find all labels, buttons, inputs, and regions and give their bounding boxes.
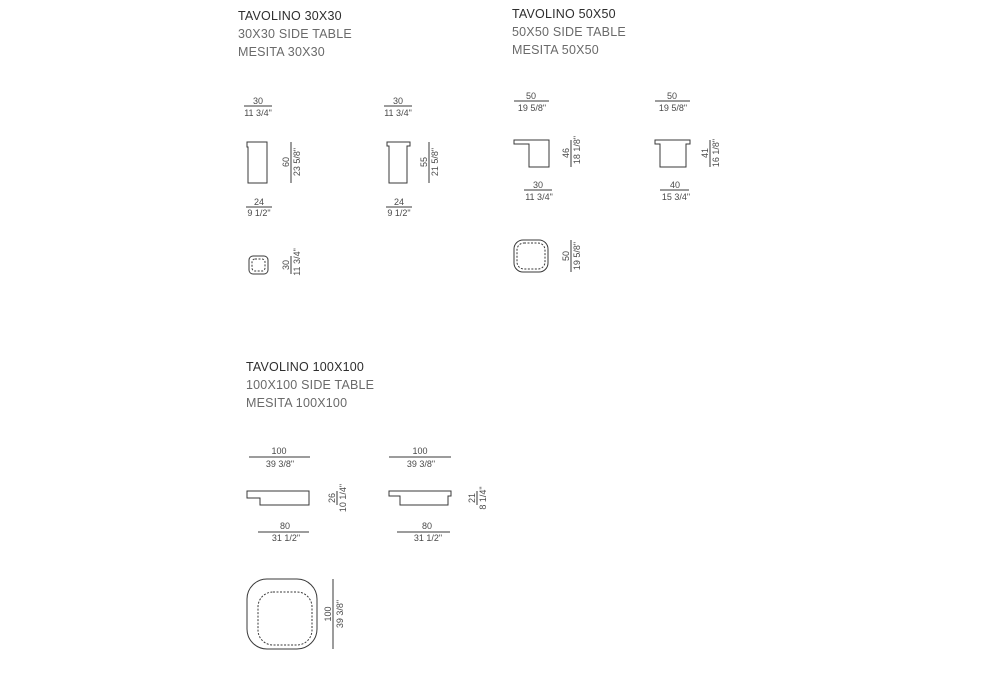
dim-label-cm: 46 (561, 147, 571, 159)
dim-label-in: 23 5/8" (292, 147, 302, 177)
dim-label-in: 19 5/8" (517, 103, 547, 113)
table-30-a-profile (247, 142, 267, 183)
title-it: TAVOLINO 100X100 (246, 360, 365, 374)
table-100-a-profile (247, 491, 309, 505)
dim-label-cm: 100 (271, 446, 287, 456)
dim-label-cm: 30 (281, 259, 291, 271)
labels-100 (266, 446, 488, 628)
dim-label-cm: 40 (669, 180, 681, 190)
title-it: TAVOLINO 50X50 (512, 7, 616, 21)
dim-label-cm: 80 (279, 521, 291, 531)
dim-label-in: 18 1/8" (572, 135, 582, 165)
title-es: MESITA 100X100 (246, 396, 348, 410)
dim-label-in: 39 3/8" (406, 459, 436, 469)
dim-label-in: 11 3/4" (292, 248, 302, 276)
dim-label-in: 21 5/8" (430, 147, 440, 177)
dim-label-cm: 41 (700, 147, 710, 159)
dim-label-in: 11 3/4" (525, 192, 553, 202)
title-en: 100X100 SIDE TABLE (246, 378, 375, 392)
dim-label-cm: 24 (253, 197, 265, 207)
dim-label-in: 39 3/8" (265, 459, 295, 469)
dim-label-cm: 50 (666, 91, 678, 101)
dim-label-cm: 50 (561, 250, 571, 262)
title-es: MESITA 50X50 (512, 43, 599, 57)
dim-label-cm: 24 (393, 197, 405, 207)
labels-50 (518, 91, 721, 270)
dim-label-cm: 30 (532, 180, 544, 190)
dim-label-cm: 100 (412, 446, 428, 456)
dim-label-cm: 100 (323, 606, 333, 622)
table-100-plan (247, 579, 333, 649)
table-30-b-elevation (384, 106, 429, 207)
table-30-b-profile (387, 142, 410, 183)
table-100-plan-outline (247, 579, 317, 649)
dim-label-cm: 60 (281, 156, 291, 168)
dim-label-cm: 80 (421, 521, 433, 531)
table-50-a-elevation (514, 101, 571, 190)
dim-label-in: 19 5/8" (572, 241, 582, 271)
dim-label-in: 10 1/4" (338, 483, 348, 513)
table-50-a-profile (514, 140, 549, 167)
dim-label-in: 19 5/8" (658, 103, 688, 113)
table-30-plan-inner (252, 259, 265, 271)
dim-label-cm: 30 (392, 96, 404, 106)
table-100-plan-inner (258, 592, 312, 645)
table-30-a-elevation (244, 106, 291, 207)
title-es: MESITA 30X30 (238, 45, 325, 59)
dim-label-cm: 26 (327, 492, 337, 504)
dim-label-in: 39 3/8" (335, 599, 345, 629)
dim-label-cm: 21 (467, 492, 477, 504)
dim-label-in: 31 1/2" (413, 533, 443, 543)
dim-label-in: 15 3/4" (661, 192, 691, 202)
dim-label-in: 31 1/2" (271, 533, 301, 543)
table-50-b-elevation (655, 101, 710, 190)
table-50-plan-inner (517, 243, 545, 269)
dim-label-in: 11 3/4" (244, 108, 272, 118)
dim-label-cm: 55 (419, 156, 429, 168)
title-en: 30X30 SIDE TABLE (238, 27, 352, 41)
dim-label-in: 9 1/2" (247, 208, 271, 218)
labels-30 (244, 96, 440, 276)
dim-label-in: 11 3/4" (384, 108, 412, 118)
title-it: TAVOLINO 30X30 (238, 9, 342, 23)
dim-label-in: 8 1/4" (478, 486, 488, 510)
dim-label-in: 9 1/2" (387, 208, 411, 218)
dim-label-in: 16 1/8" (711, 138, 721, 168)
table-100-b-profile (389, 491, 451, 505)
title-en: 50X50 SIDE TABLE (512, 25, 626, 39)
table-50-b-profile (655, 140, 690, 167)
dim-label-cm: 50 (525, 91, 537, 101)
dim-label-cm: 30 (252, 96, 264, 106)
